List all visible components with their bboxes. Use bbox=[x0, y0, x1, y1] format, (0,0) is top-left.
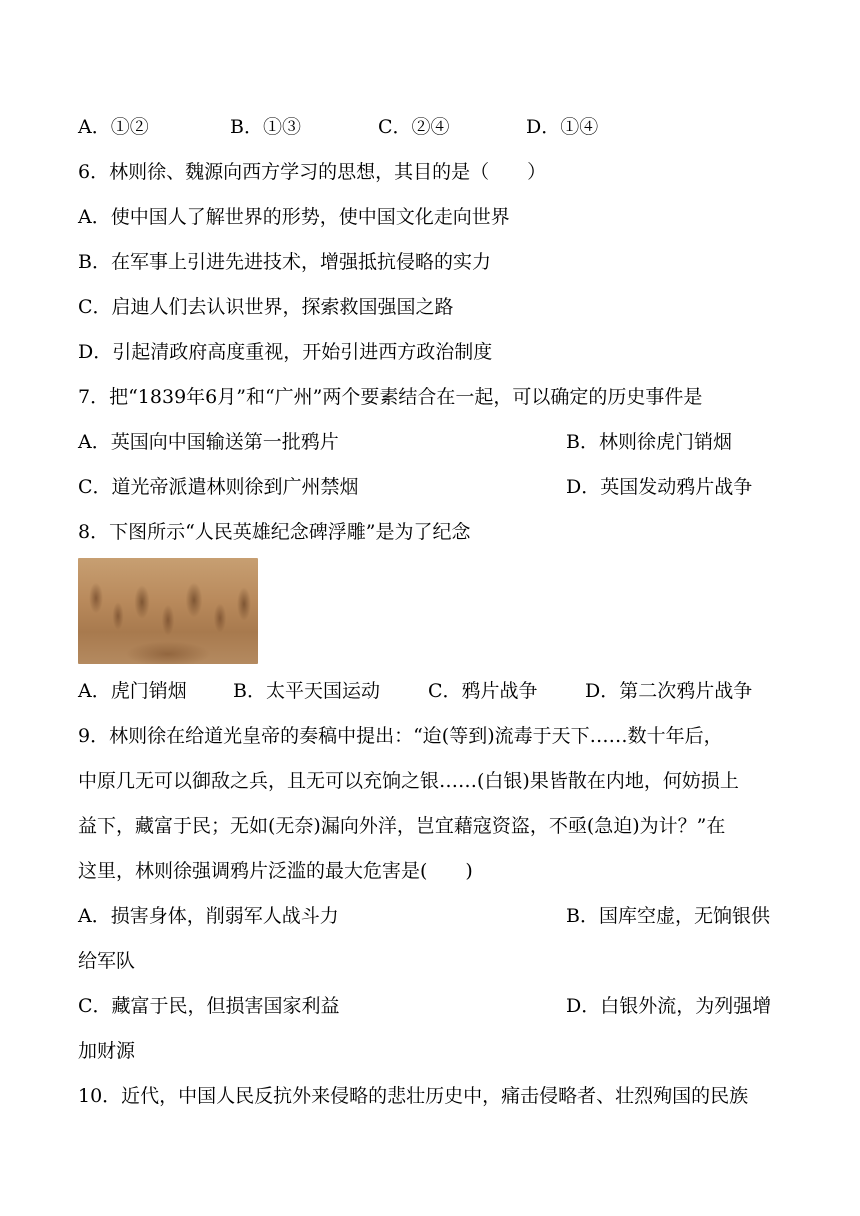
q8-option-a: A．虎门销烟 bbox=[78, 680, 187, 702]
q9-options-row2 bbox=[78, 992, 783, 1020]
q9-option-d: D．白银外流，为列强增 bbox=[566, 995, 772, 1017]
q7-options-row1 bbox=[78, 428, 783, 456]
q9-stem-line-4: 这里，林则徐强调鸦片泛滥的最大危害是( ) bbox=[78, 860, 473, 882]
q5-option-b: B．①③ bbox=[230, 116, 301, 138]
q9-option-b: B．国库空虚，无饷银供 bbox=[566, 905, 770, 927]
q6-option-d: D．引起清政府高度重视，开始引进西方政治制度 bbox=[78, 341, 493, 363]
q6-stem: 6．林则徐、魏源向西方学习的思想，其目的是（ ） bbox=[78, 161, 547, 183]
q9-stem-line-3: 益下，藏富于民；无如(无奈)漏向外洋，岂宜藉寇资盗，不亟(急迫)为计？”在 bbox=[78, 815, 726, 837]
q7-options-row2 bbox=[78, 473, 783, 501]
q5-option-a: A．①② bbox=[78, 116, 149, 138]
q6-option-b: B．在军事上引进先进技术，增强抵抗侵略的实力 bbox=[78, 251, 491, 273]
q9-option-a: A．损害身体，削弱军人战斗力 bbox=[78, 905, 339, 927]
q9-option-d-continued: 加财源 bbox=[78, 1040, 136, 1062]
q9-stem-line-1: 9．林则徐在给道光皇帝的奏稿中提出：“迨(等到)流毒于天下……数十年后， bbox=[78, 725, 723, 747]
q7-stem: 7．把“1839年6月”和“广州”两个要素结合在一起，可以确定的历史事件是 bbox=[78, 386, 703, 408]
monument-relief-image bbox=[78, 558, 258, 664]
q10-stem: 10．近代，中国人民反抗外来侵略的悲壮历史中，痛击侵略者、壮烈殉国的民族 bbox=[78, 1085, 749, 1107]
q8-options bbox=[78, 677, 783, 705]
q9-stem-line-2: 中原几无可以御敌之兵，且无可以充饷之银……(白银)果皆散在内地，何妨损上 bbox=[78, 770, 739, 792]
q7-option-d: D．英国发动鸦片战争 bbox=[566, 476, 753, 498]
q5-option-d: D．①④ bbox=[526, 116, 599, 138]
q8-stem: 8．下图所示“人民英雄纪念碑浮雕”是为了纪念 bbox=[78, 521, 471, 543]
q6-option-c: C．启迪人们去认识世界，探索救国强国之路 bbox=[78, 296, 454, 318]
q7-option-b: B．林则徐虎门销烟 bbox=[566, 431, 732, 453]
q9-option-c: C．藏富于民，但损害国家利益 bbox=[78, 995, 340, 1017]
q6-option-a: A．使中国人了解世界的形势，使中国文化走向世界 bbox=[78, 206, 510, 228]
q8-option-c: C．鸦片战争 bbox=[428, 680, 538, 702]
q7-option-c: C．道光帝派遣林则徐到广州禁烟 bbox=[78, 476, 359, 498]
q7-option-a: A．英国向中国输送第一批鸦片 bbox=[78, 431, 339, 453]
q8-option-d: D．第二次鸦片战争 bbox=[585, 680, 753, 702]
q9-options-row1 bbox=[78, 902, 783, 930]
q5-option-c: C．②④ bbox=[378, 116, 450, 138]
q9-option-b-continued: 给军队 bbox=[78, 950, 136, 972]
q5-options bbox=[78, 113, 783, 141]
q8-option-b: B．太平天国运动 bbox=[233, 680, 380, 702]
